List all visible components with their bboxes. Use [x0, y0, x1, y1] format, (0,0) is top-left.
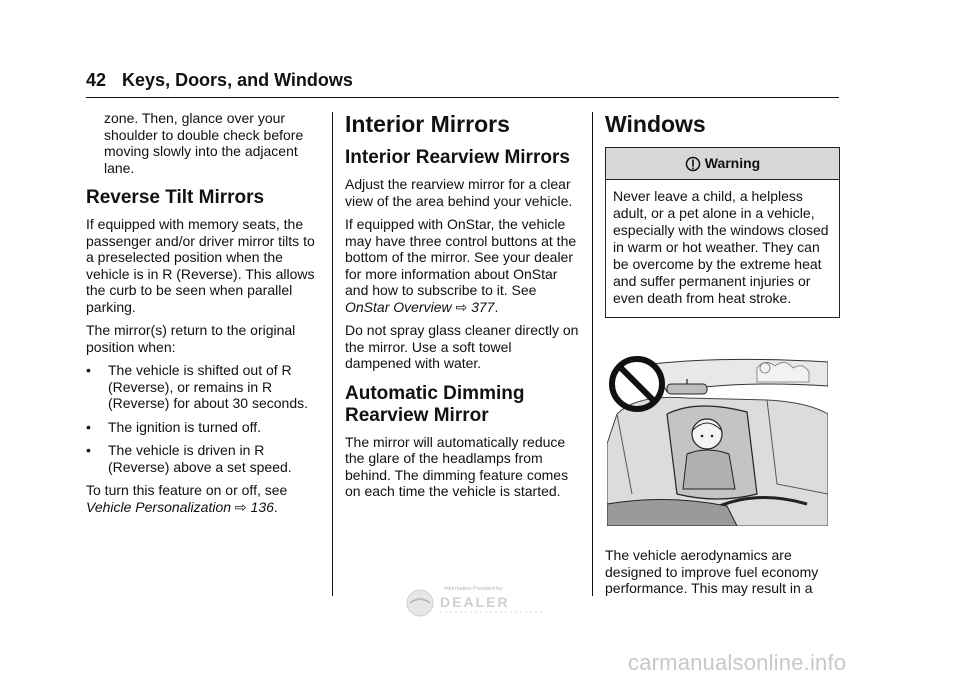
list-item	[86, 419, 318, 436]
bullet-marker: •	[86, 418, 91, 435]
paragraph: Adjust the rearview mirror for a clear view of the area behind your vehicle.	[345, 176, 573, 209]
list-item	[86, 362, 318, 412]
heading-interior-mirrors: Interior Mirrors	[345, 111, 510, 137]
dealer-logo-word: DEALER	[440, 594, 510, 610]
column-divider	[592, 112, 593, 596]
page-ref-arrow-icon: ⇨	[455, 298, 468, 315]
heading-reverse-tilt-mirrors: Reverse Tilt Mirrors	[86, 187, 265, 208]
warning-label: Warning	[704, 155, 761, 172]
list-item-text: The vehicle is driven in R (Reverse) above a set speed.	[108, 442, 292, 475]
dealer-logo	[404, 583, 549, 619]
warning-header	[606, 148, 839, 180]
column-2	[345, 110, 580, 507]
child-in-car-illustration	[607, 354, 828, 526]
list-item-text: The vehicle is shifted out of R (Reverse), or remains in R (Reverse) for about 30 seconds.	[108, 362, 308, 411]
heading-windows: Windows	[605, 111, 706, 137]
paragraph: Do not spray glass cleaner directly on the mirror. Use a soft towel dampened with water.	[345, 322, 579, 371]
page-ref-number[interactable]: 377	[471, 298, 495, 315]
watermark: carmanualsonline.info	[628, 650, 847, 675]
paragraph-text: If equipped with OnStar, the vehicle may have three control buttons at the bottom of the mirror. See your dealer for more information about OnStar and how to subscribe to it. See	[345, 216, 577, 298]
column-1	[86, 110, 318, 522]
column-divider	[332, 112, 333, 596]
continued-text: zone. Then, glance over your shoulder to double check before moving slowly into the adjacent lane.	[104, 110, 304, 176]
page-number: 42	[86, 70, 107, 90]
page-ref-arrow-icon: ⇨	[234, 498, 247, 515]
paragraph	[345, 216, 580, 315]
paragraph-text: To turn this feature on or off, see	[86, 482, 288, 498]
section-title: Keys, Doors, and Windows	[122, 70, 353, 90]
bullet-marker: •	[86, 442, 91, 458]
bullet-marker: •	[86, 362, 91, 378]
paragraph: If equipped with memory seats, the passenger and/or driver mirror tilts to a preselected position when the vehicle is in R (Reverse). This allows the curb to be seen when parallel parking.	[86, 216, 315, 315]
heading-interior-rearview-mirrors: Interior Rearview Mirrors	[345, 147, 570, 168]
page-header	[86, 70, 353, 91]
list-item-text: The ignition is turned off.	[108, 418, 262, 435]
warning-box	[605, 147, 840, 318]
page-ref-number[interactable]: 136	[250, 498, 274, 515]
paragraph: The mirror will automatically reduce the glare of the headlamps from behind. The dimming feature comes on each time the vehicle is started.	[345, 433, 569, 499]
column-3	[605, 110, 840, 318]
paragraph: The mirror(s) return to the original position when:	[86, 322, 296, 355]
dealer-logo-caption: Information Provided by:	[444, 586, 504, 592]
header-rule	[86, 97, 839, 98]
paragraph	[86, 482, 318, 515]
cross-reference-link[interactable]: OnStar Overview	[345, 298, 452, 315]
cross-reference-link[interactable]: Vehicle Personalization	[86, 498, 232, 515]
paragraph: The vehicle aerodynamics are designed to improve fuel economy performance. This may result in a	[605, 547, 819, 596]
list-item	[86, 442, 318, 475]
punctuation: .	[494, 298, 499, 315]
warning-icon	[685, 156, 701, 172]
heading-automatic-dimming: Automatic Dimming Rearview Mirror	[345, 382, 525, 426]
warning-text: Never leave a child, a helpless adult, or a pet alone in a vehicle, especially with the windows closed in warm or hot weather. They can be overcome by the extreme heat and suffer permanent injuries or even death from heat stroke.	[613, 188, 829, 306]
punctuation: .	[273, 498, 278, 515]
